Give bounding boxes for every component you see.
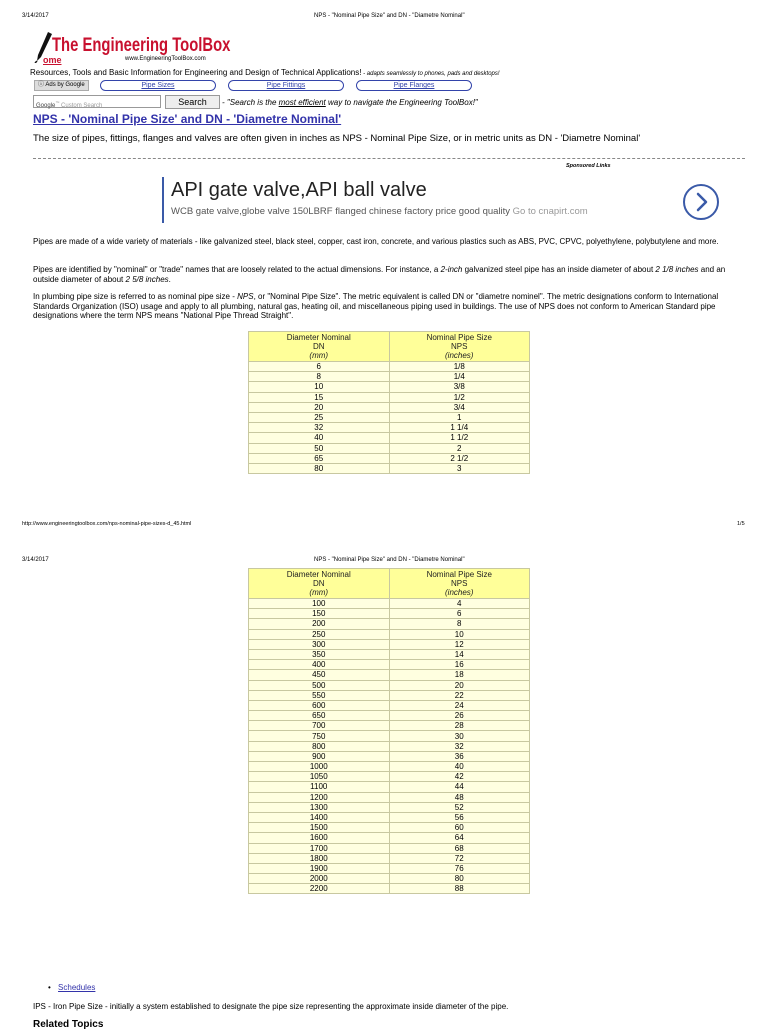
table-row [249,751,530,761]
cell-nps: 42 [389,772,530,782]
ads-by-label: Ads by Google [45,82,85,88]
table-row [249,812,530,822]
print-header-title-2: NPS - "Nominal Pipe Size" and DN - "Diametre Nominal" [314,557,465,563]
table-row [249,802,530,812]
cell-nps: 1/2 [389,392,530,402]
cell-nps: 22 [389,690,530,700]
table-row [249,382,530,392]
cell-nps: 18 [389,670,530,680]
header-nps-l2: NPS [451,579,468,588]
cell-dn: 80 [249,463,390,473]
cell-nps: 32 [389,741,530,751]
table-row [249,843,530,853]
header-dn [249,332,390,362]
nav-pill-pipe-fittings[interactable]: Pipe Fittings [228,80,344,91]
cell-nps: 28 [389,721,530,731]
cell-dn: 900 [249,751,390,761]
table-row [249,874,530,884]
header-nps [389,332,530,362]
table-row [249,453,530,463]
para2-c: galvanized steel pipe has an inside diameter of about [462,265,656,274]
table-row [249,762,530,772]
header-nps [389,569,530,599]
paragraph-nominal [33,265,743,284]
para2-e: and an outside diameter of about [33,265,726,284]
cell-dn: 40 [249,433,390,443]
header-dn-l3: (mm) [309,351,329,360]
bullet-icon: • [48,983,51,992]
cell-nps: 1 1/4 [389,423,530,433]
sponsored-links-label: Sponsored Links [566,163,611,169]
print-footer-page: 1/5 [737,521,745,527]
cell-nps: 3/4 [389,402,530,412]
ad-subtitle[interactable] [171,206,588,217]
table-row [249,792,530,802]
cell-nps: 6 [389,609,530,619]
cell-nps: 56 [389,812,530,822]
cell-nps: 68 [389,843,530,853]
cell-dn: 450 [249,670,390,680]
header-dn [249,569,390,599]
cell-nps: 44 [389,782,530,792]
table-row [249,670,530,680]
search-note-c: way to navigate the Engineering ToolBox!" [325,98,478,107]
table-row [249,362,530,372]
header-nps-l1: Nominal Pipe Size [426,570,492,579]
print-footer-url: http://www.engineeringtoolbox.com/nps-nominal-pipe-sizes-d_45.html [22,521,192,527]
cell-dn: 1500 [249,823,390,833]
table-row [249,782,530,792]
table-row [249,833,530,843]
cell-nps: 12 [389,639,530,649]
cell-nps: 1 [389,412,530,422]
nav-pill-pipe-sizes[interactable]: Pipe Sizes [100,80,216,91]
google-brand: Google [36,103,56,109]
ad-arrow-button[interactable] [683,184,719,220]
cell-nps: 1 1/2 [389,433,530,443]
para2-d: 2 1/8 inches [655,265,699,274]
cell-dn: 750 [249,731,390,741]
cell-dn: 550 [249,690,390,700]
table-row [249,823,530,833]
cell-nps: 4 [389,599,530,609]
cell-dn: 2200 [249,884,390,894]
cell-dn: 1800 [249,853,390,863]
cell-nps: 2 [389,443,530,453]
table-row [249,609,530,619]
ips-text: IPS - Iron Pipe Size - initially a system established to designate the pipe size representing the approximate inside diameter of the pipe. [33,1002,509,1011]
cell-dn: 1050 [249,772,390,782]
cell-nps: 3 [389,463,530,473]
nav-pill-pipe-flanges[interactable]: Pipe Flanges [356,80,472,91]
header-nps-l1: Nominal Pipe Size [426,333,492,342]
cell-dn: 500 [249,680,390,690]
table-row [249,711,530,721]
table-row [249,700,530,710]
cell-dn: 32 [249,423,390,433]
cell-dn: 2000 [249,874,390,884]
table-row [249,853,530,863]
ad-accent-bar [162,177,164,223]
paragraph-materials: Pipes are made of a wide variety of materials - like galvanized steel, black steel, copper, cast iron, concrete, and various plastics such as ABS, PVC, CPVC, polyethylene, polybutylene and more. [33,237,719,246]
cell-nps: 26 [389,711,530,721]
cell-dn: 400 [249,660,390,670]
print-header-title: NPS - "Nominal Pipe Size" and DN - "Diametre Nominal" [314,13,465,19]
table-row [249,412,530,422]
cell-nps: 48 [389,792,530,802]
cell-nps: 52 [389,802,530,812]
table-row [249,402,530,412]
table-row [249,463,530,473]
table-row [249,863,530,873]
cell-dn: 1600 [249,833,390,843]
cell-nps: 2 1/2 [389,453,530,463]
cell-nps: 1/8 [389,362,530,372]
para2-b: 2-inch [440,265,463,274]
table-row [249,690,530,700]
search-note-b: most efficient [278,98,326,107]
ad-subtitle-text: WCB gate valve,globe valve 150LBRF flanged chinese factory price good quality [171,206,511,217]
chevron-right-icon [685,186,717,218]
cell-nps: 36 [389,751,530,761]
table-row [249,721,530,731]
cell-nps: 64 [389,833,530,843]
table-row [249,741,530,751]
table-row [249,649,530,659]
table-row [249,680,530,690]
cell-nps: 88 [389,884,530,894]
search-note [222,98,478,107]
table-row [249,423,530,433]
para2-a: Pipes are identified by "nominal" or "trade" names that are loosely related to the actual dimensions. For instance, a [33,265,441,274]
cell-dn: 200 [249,619,390,629]
site-url: www.EngineeringToolBox.com [125,56,206,62]
search-placeholder: Custom Search [61,103,103,109]
divider [33,158,745,159]
info-icon: ⓘ [38,82,45,88]
header-nps-l3: (inches) [445,351,474,360]
header-dn-l1: Diameter Nominal [286,333,351,342]
tagline [30,68,500,77]
header-dn-l2: DN [312,579,325,588]
cell-dn: 1900 [249,863,390,873]
header-nps-l3: (inches) [445,588,474,597]
search-button[interactable]: Search [165,95,220,109]
table-row [249,731,530,741]
home-link[interactable]: ome [43,55,62,65]
cell-nps: 40 [389,762,530,772]
table-row [249,639,530,649]
cell-nps: 14 [389,649,530,659]
header-dn-l2: DN [312,342,325,351]
print-header-date-2: 3/14/2017 [22,557,49,563]
header-dn-l1: Diameter Nominal [286,570,351,579]
cell-nps: 30 [389,731,530,741]
table-row [249,392,530,402]
cell-nps: 80 [389,874,530,884]
print-header-date: 3/14/2017 [22,13,49,19]
para2-f: 2 5/8 inches [125,274,169,284]
table-row [249,443,530,453]
table-row [249,433,530,443]
cell-dn: 25 [249,412,390,422]
intro-text: The size of pipes, fittings, flanges and valves are often given in inches as NPS - Nominal Pipe Size, or in metric units as DN - 'Diametre Nominal' [33,133,641,144]
cell-dn: 250 [249,629,390,639]
para3-a: In plumbing pipe size is referred to as nominal pipe size - [33,292,238,301]
cell-dn: 800 [249,741,390,751]
cell-nps: 60 [389,823,530,833]
cell-nps: 1/4 [389,372,530,382]
site-logo[interactable]: The Engineering ToolBox [52,35,231,56]
cell-nps: 24 [389,700,530,710]
table-row [249,619,530,629]
para2-g: . [168,274,171,284]
page-title[interactable]: NPS - 'Nominal Pipe Size' and DN - 'Diametre Nominal' [33,112,342,126]
cell-dn: 1700 [249,843,390,853]
search-input[interactable]: Google™ Custom Search [33,95,161,108]
cell-nps: 20 [389,680,530,690]
cell-dn: 1100 [249,782,390,792]
cell-nps: 16 [389,660,530,670]
paragraph-plumbing [33,292,743,321]
cell-dn: 1400 [249,812,390,822]
cell-dn: 350 [249,649,390,659]
table-row [249,599,530,609]
dn-nps-table-1 [248,331,530,474]
cell-dn: 300 [249,639,390,649]
cell-dn: 1300 [249,802,390,812]
table-header-row [249,332,530,362]
cell-dn: 100 [249,599,390,609]
cell-dn: 8 [249,372,390,382]
table-row [249,772,530,782]
cell-nps: 10 [389,629,530,639]
tagline-text: Resources, Tools and Basic Information for Engineering and Design of Technical Applications! [30,68,362,77]
schedules-link[interactable]: Schedules [58,983,96,992]
cell-nps: 8 [389,619,530,629]
cell-nps: 76 [389,863,530,873]
cell-dn: 65 [249,453,390,463]
cell-dn: 50 [249,443,390,453]
table-row [249,629,530,639]
ads-by-google-badge[interactable] [34,80,89,91]
cell-dn: 1200 [249,792,390,802]
cell-dn: 6 [249,362,390,372]
ad-go-link[interactable]: Go to cnapirt.com [510,206,588,217]
para3-c: , or "Nominal Pipe Size". The metric equivalent is called DN or "diametre nominel". The metric designations conform to International Standards Organization (ISO) usage and apply to all plumbing, natural gas, heating oil, and miscellaneous piping used in buildings. The use of NPS does not conform to American Standard pipe designations where the term NPS means "National Pipe Thread Straight". [33,292,719,320]
related-topics-heading: Related Topics [33,1019,104,1030]
cell-nps: 72 [389,853,530,863]
para3-b: NPS [237,292,254,301]
cell-dn: 150 [249,609,390,619]
cell-dn: 20 [249,402,390,412]
dn-nps-table-2 [248,568,530,894]
ad-title[interactable]: API gate valve,API ball valve [171,179,427,201]
table-row [249,372,530,382]
cell-dn: 650 [249,711,390,721]
cell-dn: 15 [249,392,390,402]
bullet-item-schedules [48,983,95,992]
tagline-small: - adapts seamlessly to phones, pads and desktops! [361,71,500,77]
search-note-a: - "Search is the [222,98,279,107]
cell-dn: 10 [249,382,390,392]
cell-nps: 3/8 [389,382,530,392]
cell-dn: 600 [249,700,390,710]
header-dn-l3: (mm) [309,588,329,597]
table-row [249,660,530,670]
table-header-row [249,569,530,599]
header-nps-l2: NPS [451,342,468,351]
cell-dn: 1000 [249,762,390,772]
cell-dn: 700 [249,721,390,731]
table-row [249,884,530,894]
